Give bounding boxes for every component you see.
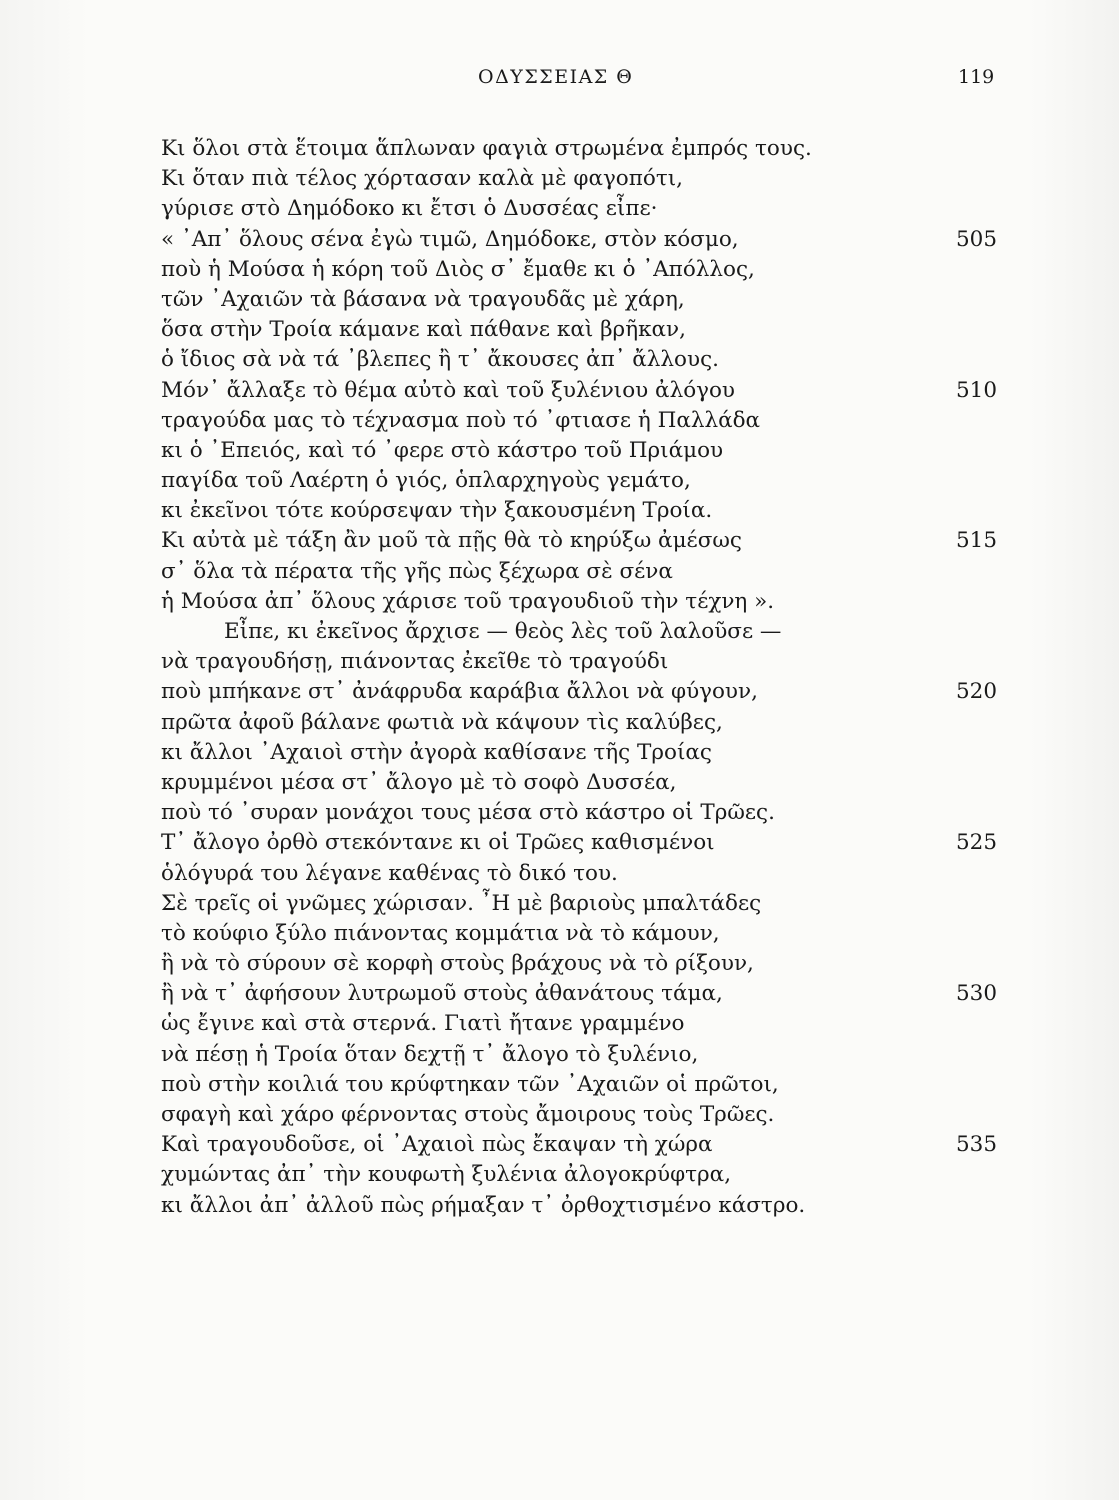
page-header [0,66,1119,96]
verse-line [0,798,1119,828]
verse-line [0,617,1119,647]
verse-line [0,315,1119,345]
verse-text: ὁ ἴδιος σὰ νὰ τά ᾽βλεπες ἢ τ᾽ ἄκουσες ἀπ᾽ ἄλλους. [161,347,719,373]
verse-text: ὁλόγυρά του λέγανε καθένας τὸ δικό του. [161,860,618,886]
verse-text: Σὲ τρεῖς οἱ γνῶμες χώρισαν. ῏Η μὲ βαριοὺς μπαλτάδες [161,890,762,916]
verse-line [0,979,1119,1009]
verse-line [0,1191,1119,1221]
verse-text: ἢ νὰ τὸ σύρουν σὲ κορφὴ στοὺς βράχους νὰ τὸ ρίξουν, [161,951,754,977]
verse-line [0,1100,1119,1130]
verse-text: κι ὁ ᾽Επειός, καὶ τό ᾽φερε στὸ κάστρο τοῦ Πριάμου [161,437,724,463]
page-number: 119 [958,66,995,88]
verse-line [0,134,1119,164]
verse-text: Κι ὅταν πιὰ τέλος χόρτασαν καλὰ μὲ φαγοπότι, [161,166,683,192]
verse-text: νὰ πέσῃ ἡ Τροία ὅταν δεχτῇ τ᾽ ἄλογο τὸ ξυλένιο, [161,1041,699,1067]
verse-text: τραγούδα μας τὸ τέχνασμα ποὺ τό ᾽φτιασε ἡ Παλλάδα [161,407,761,433]
verse-line [0,587,1119,617]
verse-line [0,1070,1119,1100]
verse-line [0,949,1119,979]
verse-text: ποὺ μπήκανε στ᾽ ἀνάφρυδα καράβια ἄλλοι νὰ φύγουν, [161,679,758,705]
verse-text: νὰ τραγουδήσῃ, πιάνοντας ἐκεῖθε τὸ τραγούδι [161,649,669,675]
verse-text: πρῶτα ἀφοῦ βάλανε φωτιὰ νὰ κάψουν τὶς καλύβες, [161,709,723,735]
verse-text: « ᾽Απ᾽ ὅλους σένα ἐγὼ τιμῶ, Δημόδοκε, στὸν κόσμο, [161,226,739,252]
verse-text: ποὺ τό ᾽συραν μονάχοι τους μέσα στὸ κάστρο οἱ Τρῶες. [161,800,775,826]
verse-line [0,557,1119,587]
verse-line [0,1130,1119,1160]
line-number: 520 [956,679,998,705]
line-number: 515 [956,528,998,554]
line-number: 535 [956,1132,998,1158]
verse-text: κι ἄλλοι ᾽Αχαιοὶ στὴν ἀγορὰ καθίσανε τῆς Τροίας [161,739,712,765]
verse-line [0,1040,1119,1070]
verse-line [0,255,1119,285]
verse-line [0,285,1119,315]
verse-line [0,708,1119,738]
verse-text: σ᾽ ὅλα τὰ πέρατα τῆς γῆς πὼς ξέχωρα σὲ σένα [161,558,673,584]
verse-text: Καὶ τραγουδοῦσε, οἱ ᾽Αχαιοὶ πὼς ἔκαψαν τὴ χώρα [161,1132,713,1158]
verse-line [0,406,1119,436]
verse-line [0,919,1119,949]
verse-line [0,436,1119,466]
verse-text: Κι ὅλοι στὰ ἕτοιμα ἅπλωναν φαγιὰ στρωμένα ἐμπρός τους. [161,136,812,161]
verse-line [0,647,1119,677]
verse-line [0,828,1119,858]
verse-text: ὡς ἔγινε καὶ στὰ στερνά. Γιατὶ ἤτανε γραμμένο [161,1011,685,1037]
verse-line [0,345,1119,375]
line-number: 525 [956,830,998,856]
line-number: 530 [956,981,998,1007]
line-number: 505 [956,226,998,252]
running-title: ΟΔΥΣΣΕΙΑΣ Θ [478,66,634,88]
verse-line [0,466,1119,496]
verse-text: κι ἐκεῖνοι τότε κούρσεψαν τὴν ξακουσμένη Τροία. [161,498,713,524]
verse-text: Εἶπε, κι ἐκεῖνος ἄρχισε — θεὸς λὲς τοῦ λαλοῦσε — [224,619,782,644]
verse-text: κι ἄλλοι ἀπ᾽ ἀλλοῦ πὼς ρήμαξαν τ᾽ ὀρθοχτισμένο κάστρο. [161,1192,806,1218]
verse-text: παγίδα τοῦ Λαέρτη ὁ γιός, ὁπλαρχηγοὺς γεμάτο, [161,468,691,494]
verse-text: Μόν᾽ ἄλλαξε τὸ θέμα αὐτὸ καὶ τοῦ ξυλένιου ἀλόγου [161,377,736,403]
verse-line [0,677,1119,707]
verse-line [0,1160,1119,1190]
verse-text: τὸ κούφιο ξύλο πιάνοντας κομμάτια νὰ τὸ κάμουν, [161,920,720,946]
verse-text: ποὺ στὴν κοιλιά του κρύφτηκαν τῶν ᾽Αχαιῶν οἱ πρῶτοι, [161,1071,779,1097]
verse-text: σφαγὴ καὶ χάρο φέρνοντας στοὺς ἄμοιρους τοὺς Τρῶες. [161,1102,775,1127]
verse-line [0,1009,1119,1039]
verse-text: γύρισε στὸ Δημόδοκο κι ἔτσι ὁ Δυσσέας εἶπε· [161,196,658,222]
verse-text: χυμώντας ἀπ᾽ τὴν κουφωτὴ ξυλένια ἀλογοκρύφτρα, [161,1162,732,1188]
verse-line [0,496,1119,526]
verse-line [0,376,1119,406]
verse-line [0,526,1119,556]
verse-text: τῶν ᾽Αχαιῶν τὰ βάσανα νὰ τραγουδᾶς μὲ χάρη, [161,286,685,312]
verse-text: Κι αὐτὰ μὲ τάξη ἂν μοῦ τὰ πῇς θὰ τὸ κηρύξω ἀμέσως [161,528,742,554]
verse-line [0,738,1119,768]
verse-text: κρυμμένοι μέσα στ᾽ ἄλογο μὲ τὸ σοφὸ Δυσσέα, [161,769,677,795]
verse-line [0,859,1119,889]
verse-line [0,164,1119,194]
verse-line [0,889,1119,919]
verse-block [0,134,1119,1221]
verse-text: ποὺ ἡ Μούσα ἡ κόρη τοῦ Διὸς σ᾽ ἔμαθε κι ὁ ᾽Απόλλος, [161,256,755,282]
verse-line [0,194,1119,224]
line-number: 510 [956,377,998,403]
verse-line [0,225,1119,255]
verse-text: ἡ Μούσα ἀπ᾽ ὅλους χάρισε τοῦ τραγουδιοῦ τὴν τέχνη ». [161,588,775,614]
verse-text: ἢ νὰ τ᾽ ἀφήσουν λυτρωμοῦ στοὺς ἀθανάτους τάμα, [161,981,723,1007]
verse-text: Τ᾽ ἄλογο ὀρθὸ στεκόντανε κι οἱ Τρῶες καθισμένοι [161,830,715,856]
verse-line [0,768,1119,798]
verse-text: ὅσα στὴν Τροία κάμανε καὶ πάθανε καὶ βρῆκαν, [161,317,686,343]
